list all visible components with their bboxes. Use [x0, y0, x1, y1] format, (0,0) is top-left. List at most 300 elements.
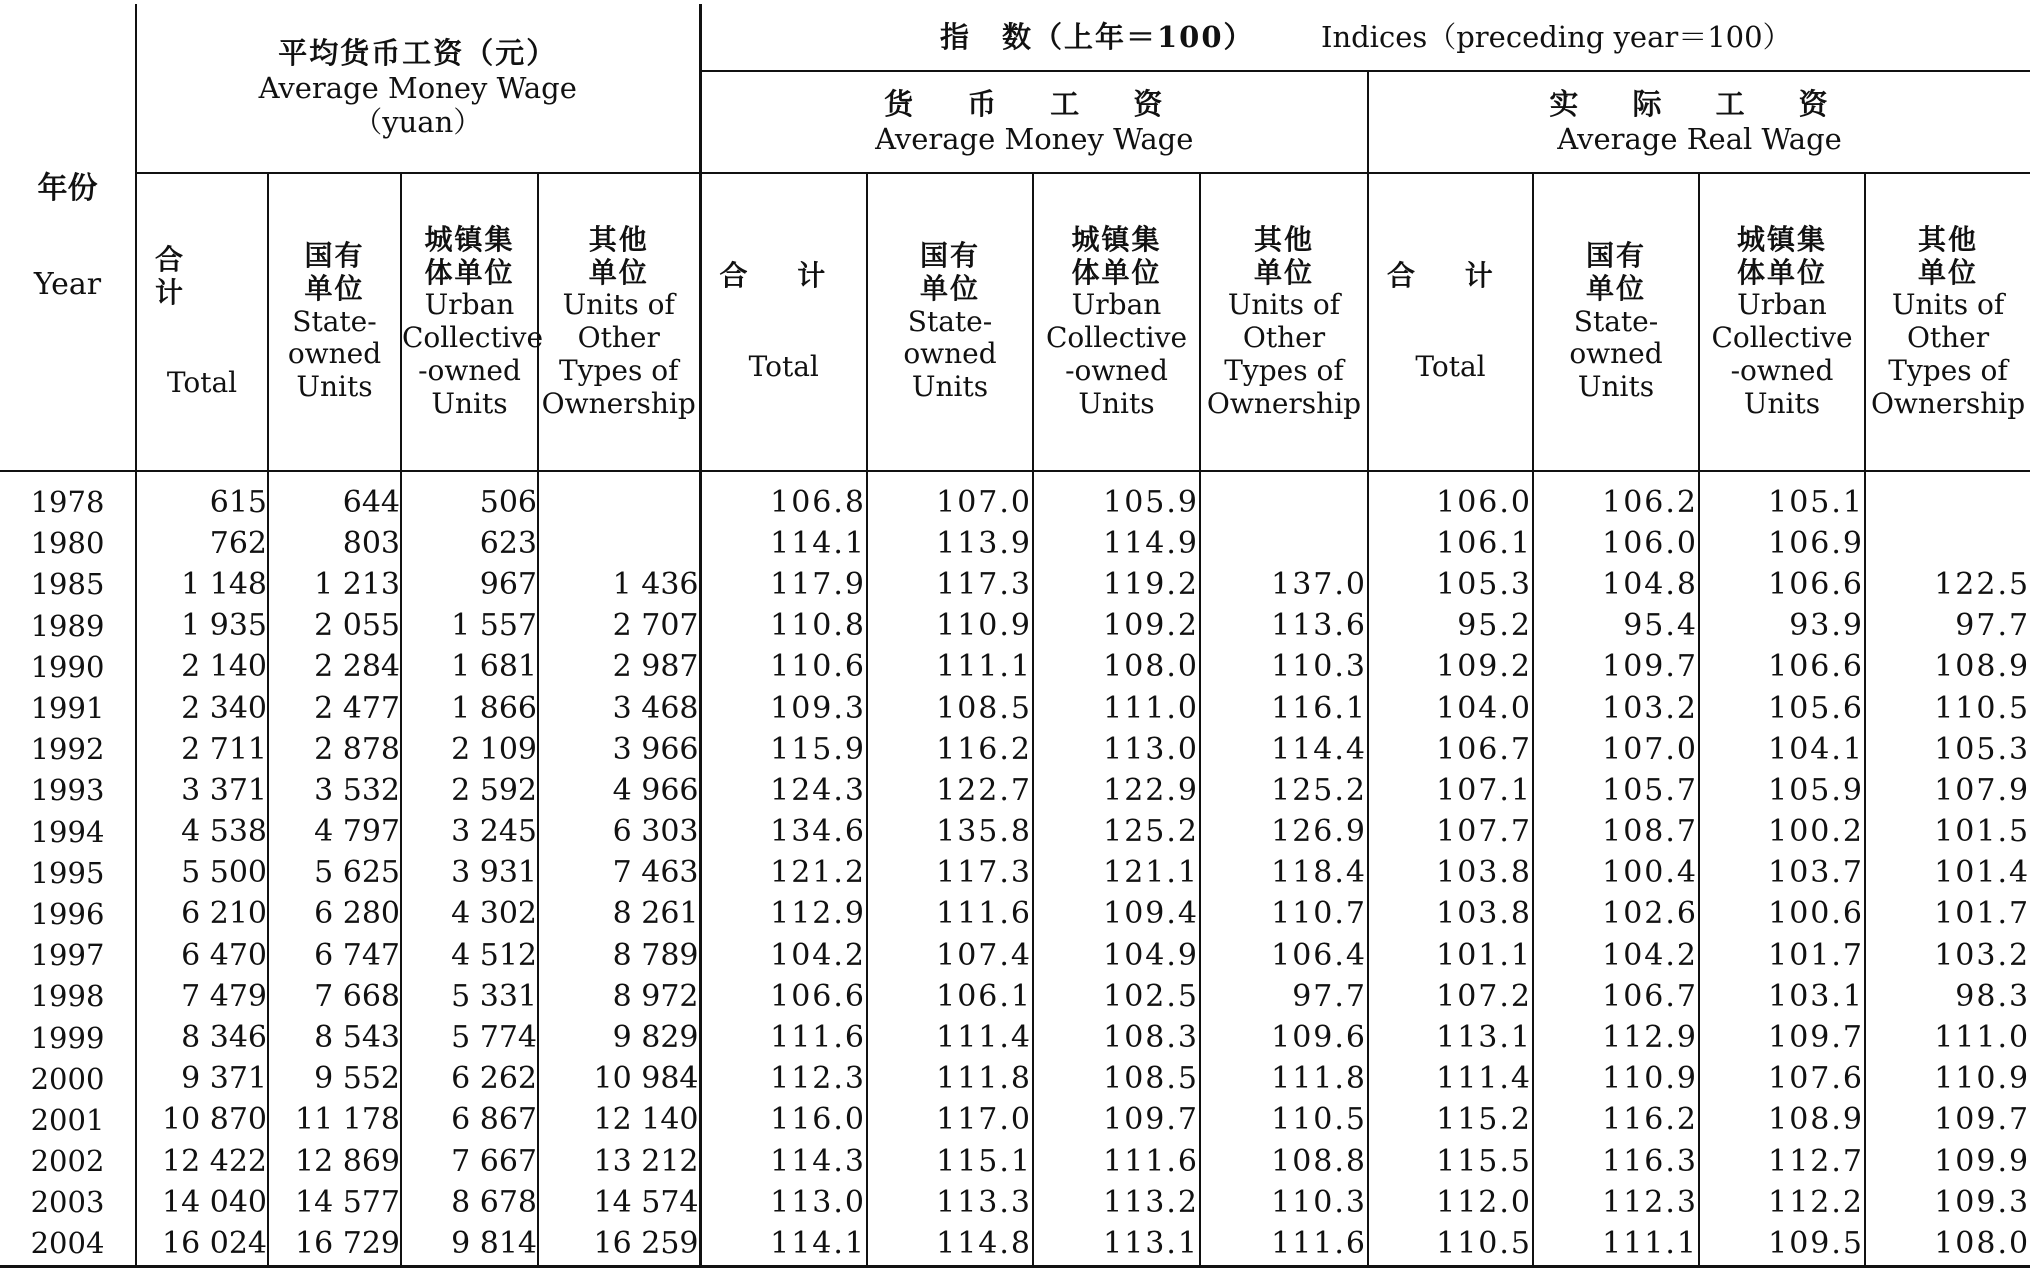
table-row: [0, 471, 2030, 523]
money-index-collective-cell: 111.0: [1033, 688, 1200, 729]
wage-state-cell: 2 055: [268, 606, 401, 647]
table-row: [0, 894, 2030, 935]
col-header-collective-en-1: Urban: [1071, 288, 1162, 322]
year-cell: 1978: [30, 485, 105, 520]
year-cell: 1992: [30, 732, 105, 767]
col-header-state-en-3: Units: [1577, 370, 1655, 404]
money-index-collective-cell: 113.0: [1033, 729, 1200, 770]
real-index-total-cell: 107.1: [1368, 770, 1533, 811]
wage-state-cell: 9 552: [268, 1059, 401, 1100]
col-header-total-en: Total: [1415, 350, 1486, 383]
year-cell: 1985: [30, 567, 105, 602]
col-header-wage-total: [136, 173, 268, 471]
money-index-collective-cell: 114.9: [1033, 523, 1200, 564]
money-wage-index-header-en: Average Money Wage: [875, 122, 1194, 156]
real-index-collective-cell: 106.6: [1699, 564, 1865, 605]
year-cell: 1993: [30, 773, 105, 808]
wage-total-cell: 615: [136, 471, 268, 523]
real-index-collective-cell: 106.9: [1699, 523, 1865, 564]
wage-collective-cell: 9 814: [401, 1223, 538, 1266]
real-index-total-cell: 103.8: [1368, 894, 1533, 935]
real-index-other-cell: 105.3: [1865, 729, 2030, 770]
real-index-state-cell: 110.9: [1533, 1059, 1699, 1100]
col-header-state-en-1: State-: [1573, 304, 1659, 338]
wage-state-cell: 16 729: [268, 1223, 401, 1266]
col-header-collective-en-3: -owned: [1065, 353, 1168, 387]
wage-total-cell: 6 470: [136, 935, 268, 976]
real-index-state-cell: 106.2: [1533, 471, 1699, 523]
col-header-state-zh-2: 单位: [304, 271, 365, 305]
real-index-collective-cell: 112.2: [1699, 1182, 1865, 1223]
col-header-wage-other: [538, 173, 700, 471]
col-header-other-en-2: Other: [577, 321, 660, 354]
col-header-other-zh-1: 其他: [1918, 222, 1979, 256]
real-index-collective-cell: 100.6: [1699, 894, 1865, 935]
table-row: [0, 1017, 2030, 1058]
wage-collective-cell: 1 866: [401, 688, 538, 729]
real-index-total-cell: 103.8: [1368, 853, 1533, 894]
col-header-other-en-1: Units of: [1227, 288, 1341, 322]
money-index-other-cell: 137.0: [1200, 564, 1368, 605]
col-header-collective-en-3: -owned: [418, 353, 521, 387]
table-row: [0, 1141, 2030, 1182]
money-index-total-cell: 117.9: [700, 564, 867, 605]
money-index-state-cell: 107.4: [867, 935, 1033, 976]
real-index-state-cell: 104.2: [1533, 935, 1699, 976]
real-index-other-cell: 108.0: [1865, 1223, 2030, 1266]
table-row: [0, 812, 2030, 853]
col-header-state-zh-2: 单位: [1585, 271, 1646, 305]
real-index-state-cell: 106.7: [1533, 976, 1699, 1017]
money-index-total-cell: 111.6: [700, 1017, 867, 1058]
money-index-total-cell: 124.3: [700, 770, 867, 811]
money-index-collective-cell: 102.5: [1033, 976, 1200, 1017]
table-row: [0, 1100, 2030, 1141]
col-header-other-en-4: Ownership: [541, 386, 696, 420]
real-index-other-cell: [1865, 471, 2030, 523]
wage-collective-cell: 5 774: [401, 1017, 538, 1058]
real-index-collective-cell: 101.7: [1699, 935, 1865, 976]
wage-other-cell: 10 984: [538, 1059, 700, 1100]
real-index-total-cell: 112.0: [1368, 1182, 1533, 1223]
real-index-other-cell: 110.9: [1865, 1059, 2030, 1100]
real-index-state-cell: 102.6: [1533, 894, 1699, 935]
col-header-state-en-1: State-: [907, 304, 993, 338]
money-index-collective-cell: 109.4: [1033, 894, 1200, 935]
wage-other-cell: 8 789: [538, 935, 700, 976]
wage-collective-cell: 3 245: [401, 812, 538, 853]
money-index-collective-cell: 121.1: [1033, 853, 1200, 894]
money-index-state-cell: 117.0: [867, 1100, 1033, 1141]
wage-other-cell: 9 829: [538, 1017, 700, 1058]
col-header-total-en: Total: [166, 366, 238, 400]
real-index-total-cell: 109.2: [1368, 647, 1533, 688]
real-index-total-cell: 107.2: [1368, 976, 1533, 1017]
wage-collective-cell: 6 867: [401, 1100, 538, 1141]
col-header-collective-en-3: -owned: [1730, 353, 1834, 387]
real-index-collective-cell: 105.9: [1699, 770, 1865, 811]
wage-collective-cell: 2 109: [401, 729, 538, 770]
real-index-other-cell: 110.5: [1865, 688, 2030, 729]
wage-total-cell: 5 500: [136, 853, 268, 894]
money-index-state-cell: 116.2: [867, 729, 1033, 770]
col-header-state-en-3: Units: [911, 370, 989, 404]
col-header-collective-en-4: Units: [431, 386, 508, 420]
money-index-total-cell: 134.6: [700, 812, 867, 853]
money-wage-index-header: [700, 71, 1368, 173]
real-index-collective-cell: 104.1: [1699, 729, 1865, 770]
col-header-state-zh-2: 单位: [919, 271, 980, 305]
col-header-state-en-2: owned: [903, 337, 997, 371]
col-header-real-total: [1368, 173, 1533, 471]
col-header-state-zh-1: 国有: [919, 239, 980, 273]
money-index-state-cell: 115.1: [867, 1141, 1033, 1182]
money-index-other-cell: 111.8: [1200, 1059, 1368, 1100]
real-index-collective-cell: 103.1: [1699, 976, 1865, 1017]
money-index-total-cell: 114.1: [700, 523, 867, 564]
wage-total-cell: 14 040: [136, 1182, 268, 1223]
col-header-real-collective: [1699, 173, 1865, 471]
wage-state-cell: 644: [268, 471, 401, 523]
col-header-collective-en-4: Units: [1743, 386, 1821, 420]
money-index-other-cell: 110.7: [1200, 894, 1368, 935]
real-index-total-cell: 101.1: [1368, 935, 1533, 976]
real-index-state-cell: 108.7: [1533, 812, 1699, 853]
real-wage-index-header-zh: 实 际 工 资: [1549, 87, 1850, 122]
wage-state-cell: 8 543: [268, 1017, 401, 1058]
wage-total-cell: 10 870: [136, 1100, 268, 1141]
table-row: [0, 1059, 2030, 1100]
wage-other-cell: 8 261: [538, 894, 700, 935]
wage-collective-cell: 1 557: [401, 606, 538, 647]
real-index-state-cell: 106.0: [1533, 523, 1699, 564]
table-row: [0, 606, 2030, 647]
wage-collective-cell: 2 592: [401, 770, 538, 811]
table-row: [0, 1182, 2030, 1223]
wage-total-cell: 4 538: [136, 812, 268, 853]
real-index-other-cell: 103.2: [1865, 935, 2030, 976]
year-cell: 1996: [30, 896, 105, 931]
wage-collective-cell: 4 512: [401, 935, 538, 976]
wage-total-cell: 2 711: [136, 729, 268, 770]
year-cell: 1990: [30, 649, 105, 684]
wage-state-cell: 14 577: [268, 1182, 401, 1223]
real-index-other-cell: 101.4: [1865, 853, 2030, 894]
real-index-state-cell: 95.4: [1533, 606, 1699, 647]
wage-total-cell: 762: [136, 523, 268, 564]
table-row: [0, 935, 2030, 976]
col-header-other-en-1: Units of: [562, 288, 675, 322]
col-header-other-en-3: Types of: [1888, 353, 2008, 387]
wage-total-cell: 1 935: [136, 606, 268, 647]
money-index-total-cell: 121.2: [700, 853, 867, 894]
wage-other-cell: 16 259: [538, 1223, 700, 1266]
table-header: [0, 4, 2030, 471]
col-header-collective-en-1: Urban: [424, 288, 515, 322]
money-index-total-cell: 106.8: [700, 471, 867, 523]
col-header-total-zh: 合 计: [719, 259, 846, 293]
money-index-other-cell: [1200, 523, 1368, 564]
money-index-state-cell: 111.1: [867, 647, 1033, 688]
wage-other-cell: 4 966: [538, 770, 700, 811]
year-cell: 2000: [30, 1061, 105, 1096]
money-index-collective-cell: 125.2: [1033, 812, 1200, 853]
col-header-state-en-1: State-: [292, 304, 377, 338]
money-index-collective-cell: 109.2: [1033, 606, 1200, 647]
wage-state-cell: 3 532: [268, 770, 401, 811]
col-header-collective-zh-2: 体单位: [1071, 255, 1162, 289]
col-header-collective-zh-1: 城镇集: [1071, 222, 1162, 256]
col-header-other-zh-2: 单位: [1918, 255, 1979, 289]
money-index-other-cell: 110.5: [1200, 1100, 1368, 1141]
year-cell: 1994: [30, 814, 105, 849]
wage-total-cell: 3 371: [136, 770, 268, 811]
real-index-total-cell: 110.5: [1368, 1223, 1533, 1266]
money-index-state-cell: 117.3: [867, 853, 1033, 894]
money-index-total-cell: 116.0: [700, 1100, 867, 1141]
money-index-state-cell: 107.0: [867, 471, 1033, 523]
table-row: [0, 729, 2030, 770]
money-index-other-cell: 113.6: [1200, 606, 1368, 647]
year-cell: 1989: [30, 608, 105, 643]
col-header-collective-zh-1: 城镇集: [1736, 222, 1827, 256]
money-index-collective-cell: 105.9: [1033, 471, 1200, 523]
table-row: [0, 564, 2030, 605]
money-index-collective-cell: 108.3: [1033, 1017, 1200, 1058]
wage-state-cell: 4 797: [268, 812, 401, 853]
money-index-other-cell: 97.7: [1200, 976, 1368, 1017]
col-header-state-en-2: owned: [287, 337, 382, 371]
real-wage-index-header: [1368, 71, 2030, 173]
real-index-collective-cell: 103.7: [1699, 853, 1865, 894]
wage-other-cell: 13 212: [538, 1141, 700, 1182]
year-header: [0, 4, 136, 471]
money-index-total-cell: 104.2: [700, 935, 867, 976]
col-header-total-en: Total: [748, 350, 819, 383]
wage-state-cell: 2 878: [268, 729, 401, 770]
money-index-other-cell: 114.4: [1200, 729, 1368, 770]
money-index-total-cell: 106.6: [700, 976, 867, 1017]
real-wage-index-header-en: Average Real Wage: [1557, 122, 1842, 156]
wage-collective-cell: 8 678: [401, 1182, 538, 1223]
wage-other-cell: 7 463: [538, 853, 700, 894]
wage-state-cell: 7 668: [268, 976, 401, 1017]
money-index-collective-cell: 108.5: [1033, 1059, 1200, 1100]
wage-collective-cell: 506: [401, 471, 538, 523]
real-index-other-cell: 97.7: [1865, 606, 2030, 647]
wage-collective-cell: 7 667: [401, 1141, 538, 1182]
money-index-collective-cell: 113.1: [1033, 1223, 1200, 1266]
money-index-collective-cell: 113.2: [1033, 1182, 1200, 1223]
real-index-total-cell: 106.1: [1368, 523, 1533, 564]
col-header-wage-state: [268, 173, 401, 471]
real-index-total-cell: 107.7: [1368, 812, 1533, 853]
real-index-other-cell: 101.7: [1865, 894, 2030, 935]
wage-collective-cell: 623: [401, 523, 538, 564]
wage-total-cell: 9 371: [136, 1059, 268, 1100]
money-index-other-cell: 110.3: [1200, 647, 1368, 688]
money-index-other-cell: [1200, 471, 1368, 523]
real-index-other-cell: 122.5: [1865, 564, 2030, 605]
year-cell: 1995: [30, 855, 105, 890]
real-index-total-cell: 115.5: [1368, 1141, 1533, 1182]
wage-collective-cell: 6 262: [401, 1059, 538, 1100]
real-index-collective-cell: 109.7: [1699, 1017, 1865, 1058]
money-index-state-cell: 108.5: [867, 688, 1033, 729]
wage-other-cell: [538, 471, 700, 523]
wage-collective-cell: 1 681: [401, 647, 538, 688]
money-index-other-cell: 110.3: [1200, 1182, 1368, 1223]
real-index-total-cell: 115.2: [1368, 1100, 1533, 1141]
money-index-state-cell: 122.7: [867, 770, 1033, 811]
table-body: [0, 471, 2030, 1266]
col-header-other-en-4: Ownership: [1206, 386, 1362, 420]
col-header-state-zh-1: 国有: [1585, 239, 1646, 273]
col-header-money-collective: [1033, 173, 1200, 471]
year-cell: 2004: [0, 1223, 136, 1266]
money-index-other-cell: 111.6: [1200, 1223, 1368, 1266]
year-cell: 1998: [30, 979, 105, 1014]
col-header-state-en-3: Units: [296, 370, 373, 404]
money-index-total-cell: 109.3: [700, 688, 867, 729]
col-header-state-en-2: owned: [1569, 337, 1663, 371]
wage-collective-cell: 967: [401, 564, 538, 605]
money-index-state-cell: 111.4: [867, 1017, 1033, 1058]
real-index-state-cell: 116.2: [1533, 1100, 1699, 1141]
real-index-other-cell: 98.3: [1865, 976, 2030, 1017]
real-index-collective-cell: 106.6: [1699, 647, 1865, 688]
table-row: [0, 647, 2030, 688]
real-index-collective-cell: 112.7: [1699, 1141, 1865, 1182]
year-cell: 1980: [30, 526, 105, 561]
wage-other-cell: 3 468: [538, 688, 700, 729]
table-row: [0, 853, 2030, 894]
real-index-total-cell: 106.0: [1368, 471, 1533, 523]
year-header-en: Year: [33, 267, 102, 302]
wage-state-cell: 803: [268, 523, 401, 564]
year-cell: 1991: [30, 691, 105, 726]
real-index-collective-cell: 105.6: [1699, 688, 1865, 729]
real-index-other-cell: 108.9: [1865, 647, 2030, 688]
table-row: [0, 523, 2030, 564]
real-index-other-cell: 109.9: [1865, 1141, 2030, 1182]
money-index-other-cell: 109.6: [1200, 1017, 1368, 1058]
money-index-other-cell: 125.2: [1200, 770, 1368, 811]
real-index-state-cell: 112.3: [1533, 1182, 1699, 1223]
year-cell: 1997: [30, 938, 105, 973]
money-index-other-cell: 106.4: [1200, 935, 1368, 976]
money-index-state-cell: 114.8: [867, 1223, 1033, 1266]
money-index-total-cell: 112.9: [700, 894, 867, 935]
indices-header-zh: 指 数（上年＝100）: [940, 19, 1255, 54]
wage-other-cell: 2 707: [538, 606, 700, 647]
money-index-total-cell: 110.6: [700, 647, 867, 688]
col-header-other-zh-1: 其他: [1253, 222, 1314, 256]
real-index-total-cell: 105.3: [1368, 564, 1533, 605]
avg-money-wage-header-zh: 平均货币工资（元）: [278, 35, 558, 70]
money-index-total-cell: 115.9: [700, 729, 867, 770]
money-wage-index-header-zh: 货 币 工 资: [884, 87, 1185, 122]
indices-header: [700, 4, 2030, 71]
year-cell: 2003: [30, 1185, 105, 1220]
wage-state-cell: 2 284: [268, 647, 401, 688]
real-index-total-cell: 106.7: [1368, 729, 1533, 770]
year-cell: 2002: [30, 1144, 105, 1179]
wage-other-cell: 2 987: [538, 647, 700, 688]
col-header-total-zh: 合 计: [155, 242, 204, 309]
indices-header-en: Indices（preceding year＝100）: [1320, 19, 1792, 54]
real-index-other-cell: 111.0: [1865, 1017, 2030, 1058]
wage-other-cell: 1 436: [538, 564, 700, 605]
col-header-other-en-3: Types of: [559, 353, 679, 387]
col-header-collective-zh-1: 城镇集: [424, 222, 515, 256]
wage-other-cell: 8 972: [538, 976, 700, 1017]
money-index-collective-cell: 108.0: [1033, 647, 1200, 688]
wage-state-cell: 2 477: [268, 688, 401, 729]
real-index-state-cell: 100.4: [1533, 853, 1699, 894]
col-header-money-state: [867, 173, 1033, 471]
wage-total-cell: 2 340: [136, 688, 268, 729]
money-index-other-cell: 116.1: [1200, 688, 1368, 729]
money-index-state-cell: 113.9: [867, 523, 1033, 564]
money-index-state-cell: 117.3: [867, 564, 1033, 605]
real-index-collective-cell: 107.6: [1699, 1059, 1865, 1100]
money-index-total-cell: 110.8: [700, 606, 867, 647]
col-header-collective-en-4: Units: [1078, 386, 1155, 420]
year-cell: 2001: [30, 1102, 105, 1137]
col-header-money-other: [1200, 173, 1368, 471]
avg-money-wage-header-en: Average Money Wage: [258, 70, 577, 105]
real-index-other-cell: 101.5: [1865, 812, 2030, 853]
table-row: [0, 688, 2030, 729]
real-index-other-cell: [1865, 523, 2030, 564]
money-index-state-cell: 135.8: [867, 812, 1033, 853]
money-index-collective-cell: 104.9: [1033, 935, 1200, 976]
wage-other-cell: 12 140: [538, 1100, 700, 1141]
money-index-state-cell: 111.6: [867, 894, 1033, 935]
wage-total-cell: 1 148: [136, 564, 268, 605]
wage-total-cell: 7 479: [136, 976, 268, 1017]
real-index-collective-cell: 105.1: [1699, 471, 1865, 523]
col-header-other-en-2: Other: [1906, 321, 1990, 354]
col-header-total-zh: 合 计: [1387, 259, 1513, 293]
real-index-state-cell: 105.7: [1533, 770, 1699, 811]
money-index-total-cell: 114.3: [700, 1141, 867, 1182]
money-index-state-cell: 111.8: [867, 1059, 1033, 1100]
wage-table: [0, 4, 2030, 1268]
wage-state-cell: 11 178: [268, 1100, 401, 1141]
wage-other-cell: [538, 523, 700, 564]
year-header-zh: 年份: [37, 171, 98, 206]
wage-state-cell: 5 625: [268, 853, 401, 894]
col-header-other-zh-2: 单位: [588, 255, 649, 289]
money-index-total-cell: 112.3: [700, 1059, 867, 1100]
money-index-state-cell: 106.1: [867, 976, 1033, 1017]
avg-money-wage-header: [136, 4, 700, 173]
wage-total-cell: 12 422: [136, 1141, 268, 1182]
real-index-state-cell: 112.9: [1533, 1017, 1699, 1058]
real-index-collective-cell: 100.2: [1699, 812, 1865, 853]
wage-total-cell: 6 210: [136, 894, 268, 935]
wage-other-cell: 14 574: [538, 1182, 700, 1223]
money-index-collective-cell: 119.2: [1033, 564, 1200, 605]
wage-state-cell: 1 213: [268, 564, 401, 605]
real-index-collective-cell: 93.9: [1699, 606, 1865, 647]
wage-other-cell: 3 966: [538, 729, 700, 770]
money-index-collective-cell: 122.9: [1033, 770, 1200, 811]
wage-total-cell: 16 024: [136, 1223, 268, 1266]
avg-money-wage-unit: （yuan）: [353, 105, 483, 140]
